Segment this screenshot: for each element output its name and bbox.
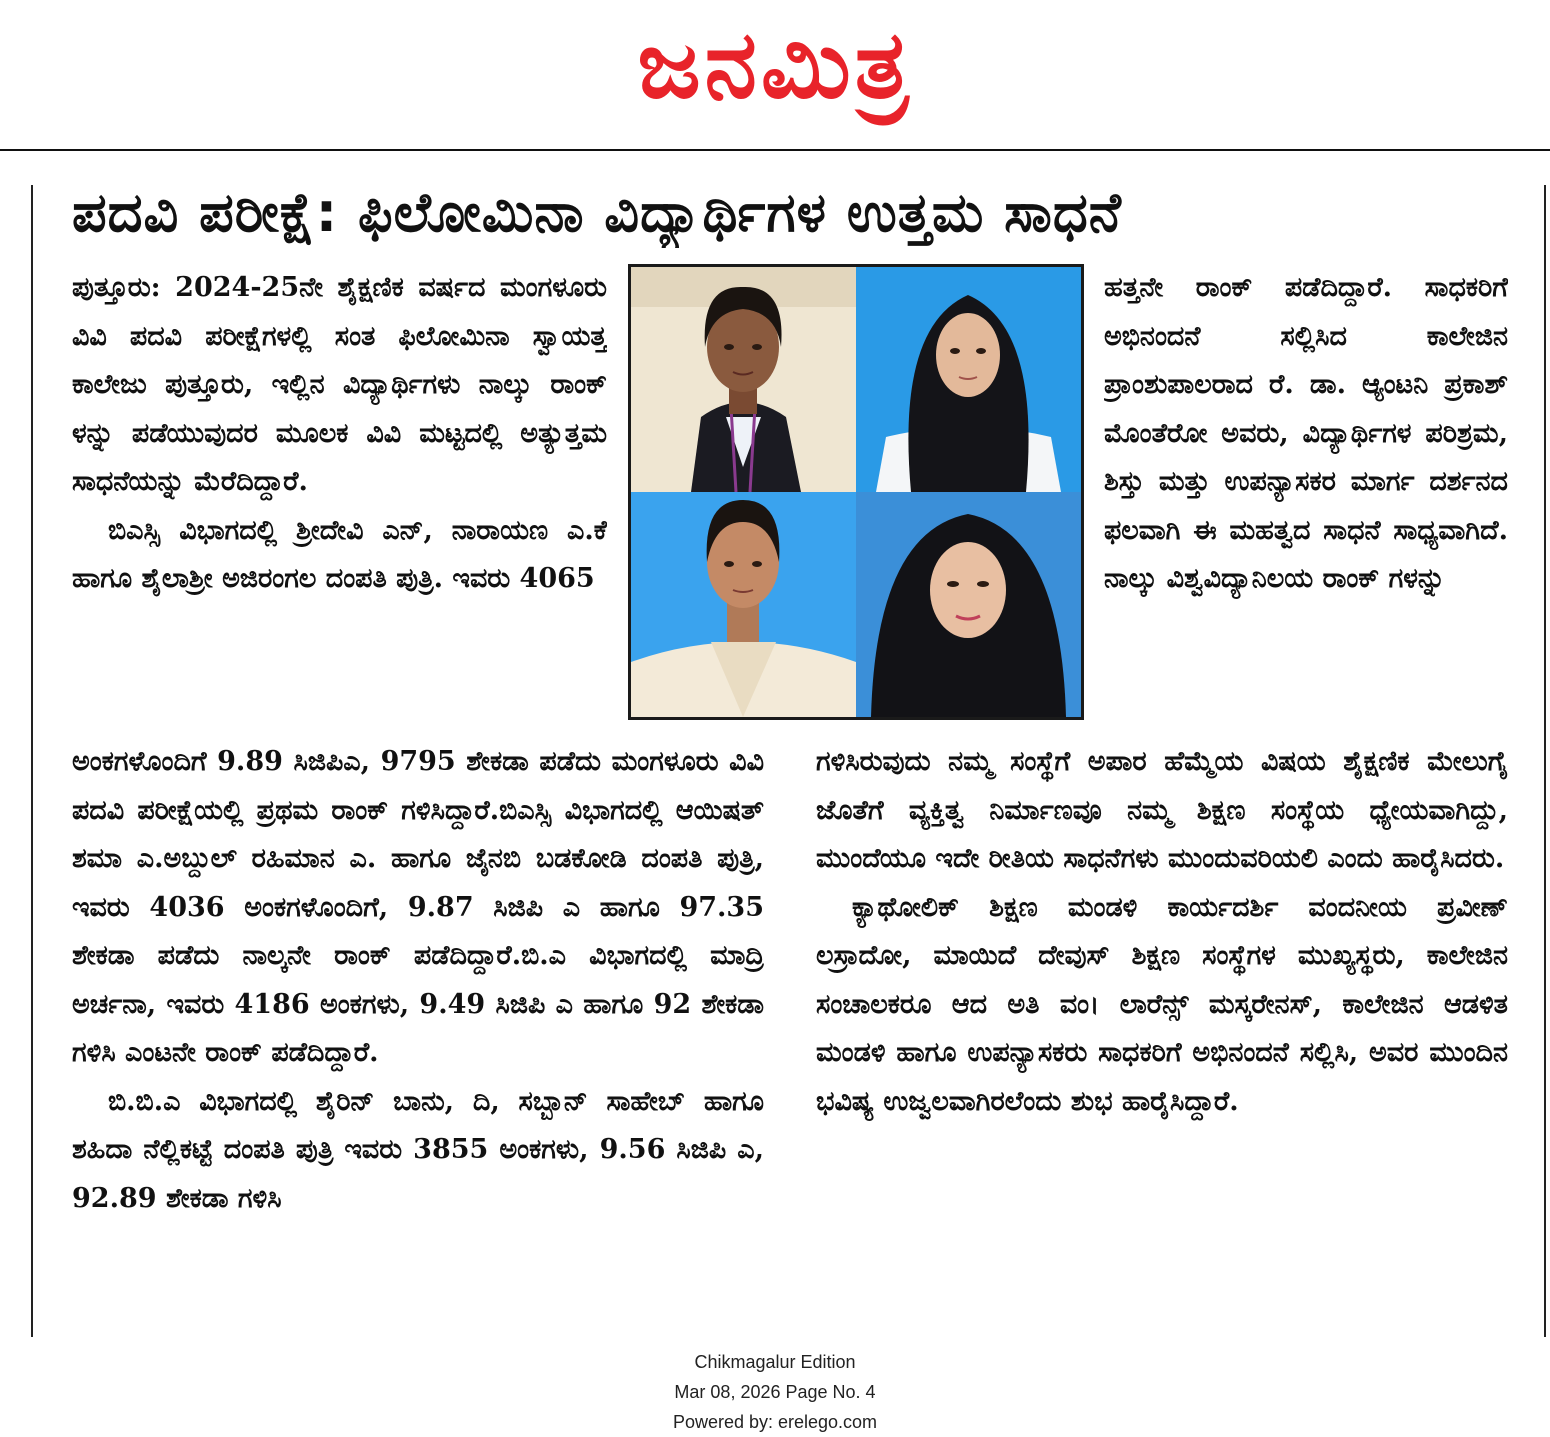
student-photo (631, 492, 856, 717)
article-headline: ಪದವಿ ಪರೀಕ್ಷೆ: ಫಿಲೋಮಿನಾ ವಿದ್ಯಾರ್ಥಿಗಳ ಉತ್ತಮ ಸಾಧನೆ (72, 181, 1122, 244)
masthead-logo: ಜನಮಿತ್ರ (637, 11, 913, 120)
left-column-rule (31, 185, 33, 1337)
article-paragraph: ಬಿಎಸ್ಸಿ ವಿಭಾಗದಲ್ಲಿ ಶ್ರೀದೇವಿ ಎನ್, ನಾರಾಯಣ ಎ.ಕೆ ಹಾಗೂ ಶೈಲಾಶ್ರೀ ಅಜಿರಂಗಲ ದಂಪತಿ ಪುತ್ರಿ. ಇವರು 4065 (72, 514, 607, 594)
article-column-b (72, 738, 764, 1318)
student-photo (856, 492, 1081, 717)
article-column-c (1104, 264, 1508, 734)
powered-by-link[interactable]: Powered by: erelego.com (672, 1412, 878, 1432)
article-paragraph: ಹತ್ತನೇ ರಾಂಕ್ ಪಡೆದಿದ್ದಾರೆ. ಸಾಧಕರಿಗೆ ಅಭಿನಂದನೆ ಸಲ್ಲಿಸಿದ ಕಾಲೇಜಿನ ಪ್ರಾಂಶುಪಾಲರಾದ ರೆ. ಡಾ. ಆ್ಯಂಟನಿ ಪ್ರಕಾಶ್ ಮೊಂತೆರೋ ಅವರು, ವಿದ್ಯಾರ್ಥಿಗಳ ಪರಿಶ್ರಮ, ಶಿಸ್ತು ಮತ್ತು ಉಪನ್ಯಾಸಕರ ಮಾರ್ಗ ದರ್ಶನದ ಫಲವಾಗಿ ಈ ಮಹತ್ವದ ಸಾಧನೆ ಸಾಧ್ಯವಾಗಿದೆ. ನಾಲ್ಕು ವಿಶ್ವವಿದ್ಯಾನಿಲಯ ರಾಂಕ್ ಗಳನ್ನು (1104, 272, 1508, 594)
article-column-d (816, 738, 1508, 1318)
student-photo (856, 267, 1081, 492)
article-paragraph: ಕ್ಯಾಥೋಲಿಕ್ ಶಿಕ್ಷಣ ಮಂಡಳಿ ಕಾರ್ಯದರ್ಶಿ ವಂದನೀಯ ಪ್ರವೀಣ್ ಲಸ್ರಾದೋ, ಮಾಯಿದೆ ದೇವುಸ್ ಶಿಕ್ಷಣ ಸಂಸ್ಥೆಗಳ ಮುಖ್ಯಸ್ಥರು, ಕಾಲೇಜಿನ ಸಂಚಾಲಕರೂ ಆದ ಅತಿ ವಂ। ಲಾರೆನ್ಸ್ ಮಸ್ಕರೇನಸ್, ಕಾಲೇಜಿನ ಆಡಳಿತ ಮಂಡಳಿ ಹಾಗೂ ಉಪನ್ಯಾಸಕರು ಸಾಧಕರಿಗೆ ಅಭಿನಂದನೆ ಸಲ್ಲಿಸಿ, ಅವರ ಮುಂದಿನ ಭವಿಷ್ಯ ಉಜ್ವಲವಾಗಿರಲೆಂದು ಶುಭ ಹಾರೈಸಿದ್ದಾರೆ. (816, 891, 1508, 1117)
student-photos (628, 264, 1084, 720)
article-paragraph: ಗಳಿಸಿರುವುದು ನಮ್ಮ ಸಂಸ್ಥೆಗೆ ಅಪಾರ ಹೆಮ್ಮೆಯ ವಿಷಯ ಶೈಕ್ಷಣಿಕ ಮೇಲುಗೈ ಜೊತೆಗೆ ವ್ಯಕ್ತಿತ್ವ ನಿರ್ಮಾಣವೂ ನಮ್ಮ ಶಿಕ್ಷಣ ಸಂಸ್ಥೆಯ ಧ್ಯೇಯವಾಗಿದ್ದು, ಮುಂದೆಯೂ ಇದೇ ರೀತಿಯ ಸಾಧನೆಗಳು ಮುಂದುವರಿಯಲಿ ಎಂದು ಹಾರೈಸಿದರು. (816, 746, 1508, 874)
masthead (0, 0, 1550, 150)
edition-label: Chikmagalur Edition (694, 1352, 856, 1372)
right-column-rule (1544, 185, 1546, 1337)
date-page-label: Mar 08, 2026 Page No. 4 (674, 1382, 876, 1402)
article-paragraph: ಪುತ್ತೂರು: 2024-25ನೇ ಶೈಕ್ಷಣಿಕ ವರ್ಷದ ಮಂಗಳೂರು ವಿವಿ ಪದವಿ ಪರೀಕ್ಷೆಗಳಲ್ಲಿ ಸಂತ ಫಿಲೋಮಿನಾ ಸ್ವಾಯತ್ತ ಕಾಲೇಜು ಪುತ್ತೂರು, ಇಲ್ಲಿನ ವಿದ್ಯಾರ್ಥಿಗಳು ನಾಲ್ಕು ರಾಂಕ್ ಳನ್ನು ಪಡೆಯುವುದರ ಮೂಲಕ ವಿವಿ ಮಟ್ಟದಲ್ಲಿ ಅತ್ಯುತ್ತಮ ಸಾಧನೆಯನ್ನು ಮೆರೆದಿದ್ದಾರೆ. (72, 272, 607, 497)
student-photo (631, 267, 856, 492)
article-paragraph: ಅಂಕಗಳೊಂದಿಗೆ 9.89 ಸಿಜಿಪಿಎ, 9795 ಶೇಕಡಾ ಪಡೆದು ಮಂಗಳೂರು ವಿವಿ ಪದವಿ ಪರೀಕ್ಷೆಯಲ್ಲಿ ಪ್ರಥಮ ರಾಂಕ್ ಗಳಿಸಿದ್ದಾರೆ.ಬಿಎಸ್ಸಿ ವಿಭಾಗದಲ್ಲಿ ಆಯಿಷತ್ ಶಮಾ ಎ.ಅಬ್ದುಲ್ ರಹಿಮಾನ ಎ. ಹಾಗೂ ಜೈನಬಿ ಬಡಕೋಡಿ ದಂಪತಿ ಪುತ್ರಿ, ಇವರು 4036 ಅಂಕಗಳೊಂದಿಗೆ, 9.87 ಸಿಜಿಪಿ ಎ ಹಾಗೂ 97.35 ಶೇಕಡಾ ಪಡೆದು ನಾಲ್ಕನೇ ರಾಂಕ್ ಪಡೆದಿದ್ದಾರೆ.ಬಿ.ಎ ವಿಭಾಗದಲ್ಲಿ ಮಾದ್ರಿ ಅರ್ಚನಾ, ಇವರು 4186 ಅಂಕಗಳು, 9.49 ಸಿಜಿಪಿ ಎ ಹಾಗೂ 92 ಶೇಕಡಾ ಗಳಿಸಿ ಎಂಟನೇ ರಾಂಕ್ ಪಡೆದಿದ್ದಾರೆ. (72, 746, 764, 1068)
masthead-divider (0, 149, 1550, 151)
article-paragraph: ಬಿ.ಬಿ.ಎ ವಿಭಾಗದಲ್ಲಿ ಶೈರಿನ್ ಬಾನು, ದಿ, ಸಬ್ಬಾನ್ ಸಾಹೇಬ್ ಹಾಗೂ ಶಹಿದಾ ನೆಲ್ಲಿಕಟ್ಟೆ ದಂಪತಿ ಪುತ್ರಿ ಇವರು 3855 ಅಂಕಗಳು, 9.56 ಸಿಜಿಪಿ ಎ, 92.89 ಶೇಕಡಾ ಗಳಿಸಿ (72, 1085, 764, 1214)
article-column-a (72, 264, 607, 734)
page-footer (0, 1347, 1550, 1437)
